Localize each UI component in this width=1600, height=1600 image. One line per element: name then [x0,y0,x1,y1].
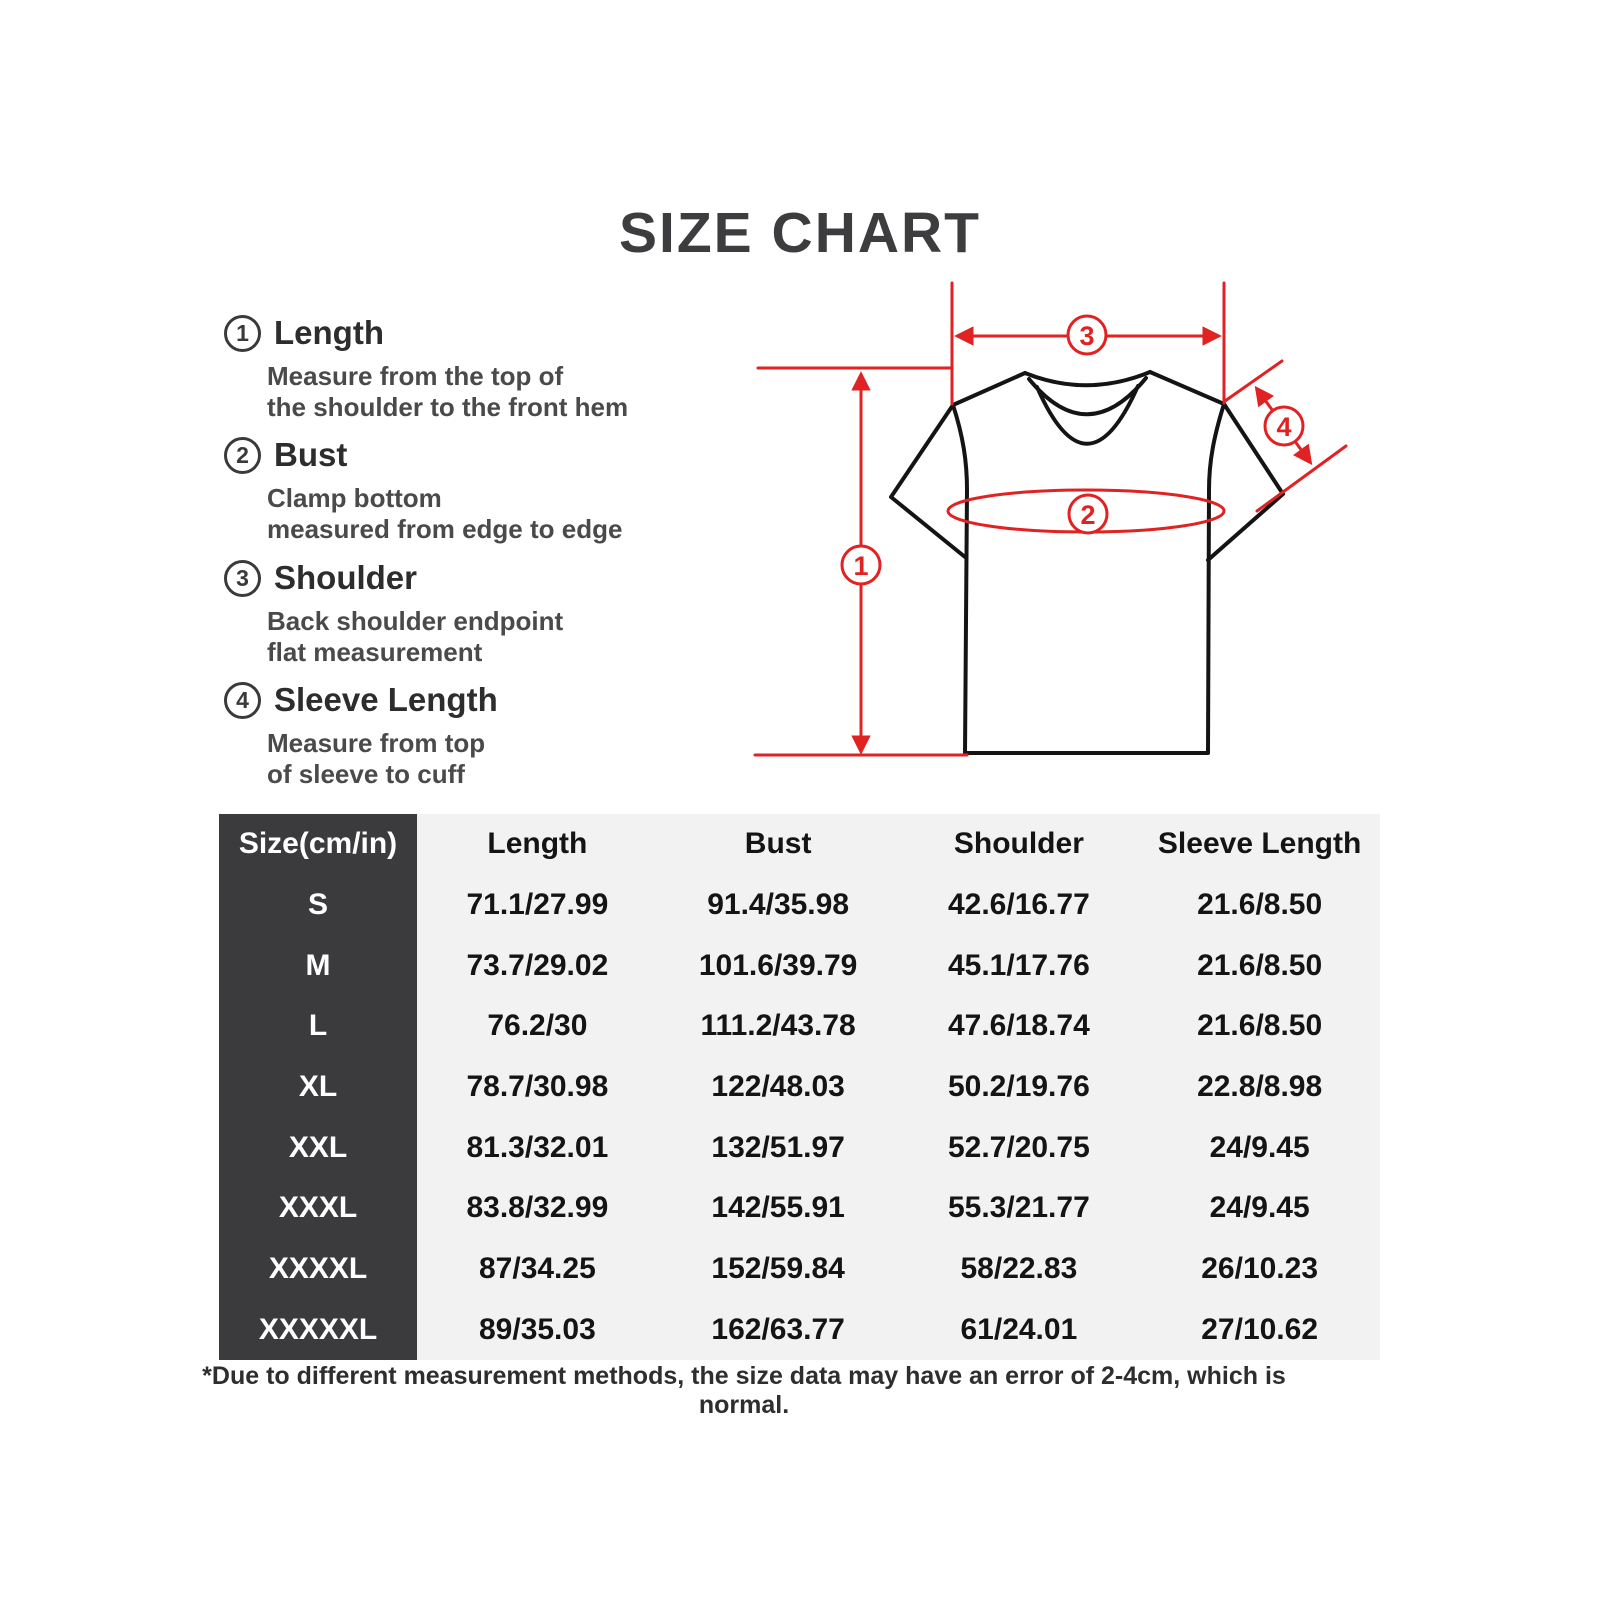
cell-bust: 152/59.84 [711,1252,845,1286]
desc-line: Clamp bottom [267,483,442,513]
sleeve-upper-extension-line [1225,361,1282,401]
sleeve-lower-extension-line [1257,446,1346,511]
cell-bust: 91.4/35.98 [707,888,850,921]
cell-shoulder: 47.6/18.74 [947,1009,1090,1043]
size-label: XXXL [219,1178,417,1239]
cell-shoulder: 58/22.83 [960,1252,1078,1286]
definition-length-label: Length [274,314,384,352]
table-row-m [219,935,1380,996]
size-label: S [219,875,417,936]
cell-bust: 111.2/43.78 [700,1009,856,1043]
cell-length: 87/34.25 [478,1252,596,1286]
diagram-badge-2-label: 2 [1080,500,1096,530]
header-sleeve-length: Sleeve Length [1157,827,1362,861]
definition-sleeve-length-heading [224,682,724,719]
cell-shoulder: 61/24.01 [960,1312,1078,1346]
tshirt-shoulder-seams [953,372,1224,405]
cell-length: 71.1/27.99 [466,888,609,921]
diagram-badge-4-label: 4 [1276,412,1292,442]
cell-sleeve: 21.6/8.50 [1197,1009,1323,1043]
cell-sleeve: 24/9.45 [1209,1191,1310,1225]
cell-sleeve: 26/10.23 [1201,1252,1319,1286]
table-row-xxxxxl [219,1299,1380,1360]
circled-number-3: 3 [224,560,261,597]
definition-bust-heading [224,437,724,474]
header-shoulder: Shoulder [953,827,1084,861]
desc-line: flat measurement [267,637,483,667]
cell-sleeve: 27/10.62 [1201,1312,1319,1346]
desc-line: Measure from the top of [267,361,564,391]
size-label: XXL [219,1117,417,1178]
definition-length-desc [267,361,724,423]
table-row-s [219,875,1380,936]
cell-shoulder: 52.7/20.75 [947,1130,1090,1164]
cell-length: 83.8/32.99 [466,1191,609,1225]
header-length: Length [487,827,588,861]
circled-number-4: 4 [224,682,261,719]
cell-bust: 162/63.77 [711,1312,845,1346]
cell-sleeve: 21.6/8.50 [1197,948,1323,982]
cell-sleeve: 22.8/8.98 [1197,1070,1323,1104]
definition-bust-desc [267,483,724,545]
header-bust: Bust [744,827,812,861]
size-label: XXXXL [219,1239,417,1300]
cell-bust: 101.6/39.79 [698,948,858,982]
tshirt-collar-outer [1025,372,1150,385]
size-label: L [219,996,417,1057]
definition-length-heading [224,315,724,352]
definition-shoulder-label: Shoulder [274,559,418,597]
cell-length: 73.7/29.02 [466,948,609,982]
desc-line: of sleeve to cuff [267,759,465,789]
cell-length: 81.3/32.01 [466,1130,609,1164]
definition-sleeve-length-desc [267,728,724,790]
table-header-row [219,814,1380,875]
tshirt-left-sleeve [891,405,965,557]
desc-line: Measure from top [267,728,486,758]
size-label: XXXXXL [219,1299,417,1360]
definition-shoulder [224,560,724,668]
definition-bust [224,437,724,545]
cell-sleeve: 21.6/8.50 [1197,888,1323,921]
cell-length: 89/35.03 [478,1312,596,1346]
diagram-badge-1-label: 1 [853,551,869,581]
definition-shoulder-heading [224,560,724,597]
desc-line: the shoulder to the front hem [267,392,629,422]
cell-bust: 122/48.03 [711,1070,845,1104]
definition-sleeve-length [224,682,724,790]
table-row-xxxxl [219,1239,1380,1300]
desc-line: measured from edge to edge [267,514,623,544]
size-label: XL [219,1057,417,1118]
tshirt-measurement-diagram [720,258,1380,788]
circled-number-2: 2 [224,437,261,474]
desc-line: Back shoulder endpoint [267,606,564,636]
cell-shoulder: 42.6/16.77 [947,888,1090,921]
size-label: M [219,935,417,996]
table-row-xxl [219,1117,1380,1178]
header-size: Size(cm/in) [219,814,417,875]
cell-length: 78.7/30.98 [466,1070,609,1104]
tshirt-body [953,404,1224,753]
diagram-badge-3-label: 3 [1079,321,1095,351]
cell-length: 76.2/30 [487,1009,588,1043]
table-row-xxxl [219,1178,1380,1239]
circled-number-1: 1 [224,315,261,352]
size-table [219,814,1380,1360]
table-row-xl [219,1057,1380,1118]
definition-sleeve-length-label: Sleeve Length [274,681,498,719]
definition-bust-label: Bust [274,436,348,474]
page-title: SIZE CHART [619,201,981,265]
cell-bust: 132/51.97 [711,1130,845,1164]
cell-shoulder: 50.2/19.76 [947,1070,1090,1104]
measurement-disclaimer: *Due to different measurement methods, the size data may have an error of 2-4cm, which is normal. [202,1362,1286,1419]
cell-shoulder: 55.3/21.77 [947,1191,1090,1225]
definition-shoulder-desc [267,606,724,668]
cell-bust: 142/55.91 [711,1191,845,1225]
cell-shoulder: 45.1/17.76 [947,948,1090,982]
definition-length [224,315,724,423]
table-row-l [219,996,1380,1057]
cell-sleeve: 24/9.45 [1209,1130,1310,1164]
